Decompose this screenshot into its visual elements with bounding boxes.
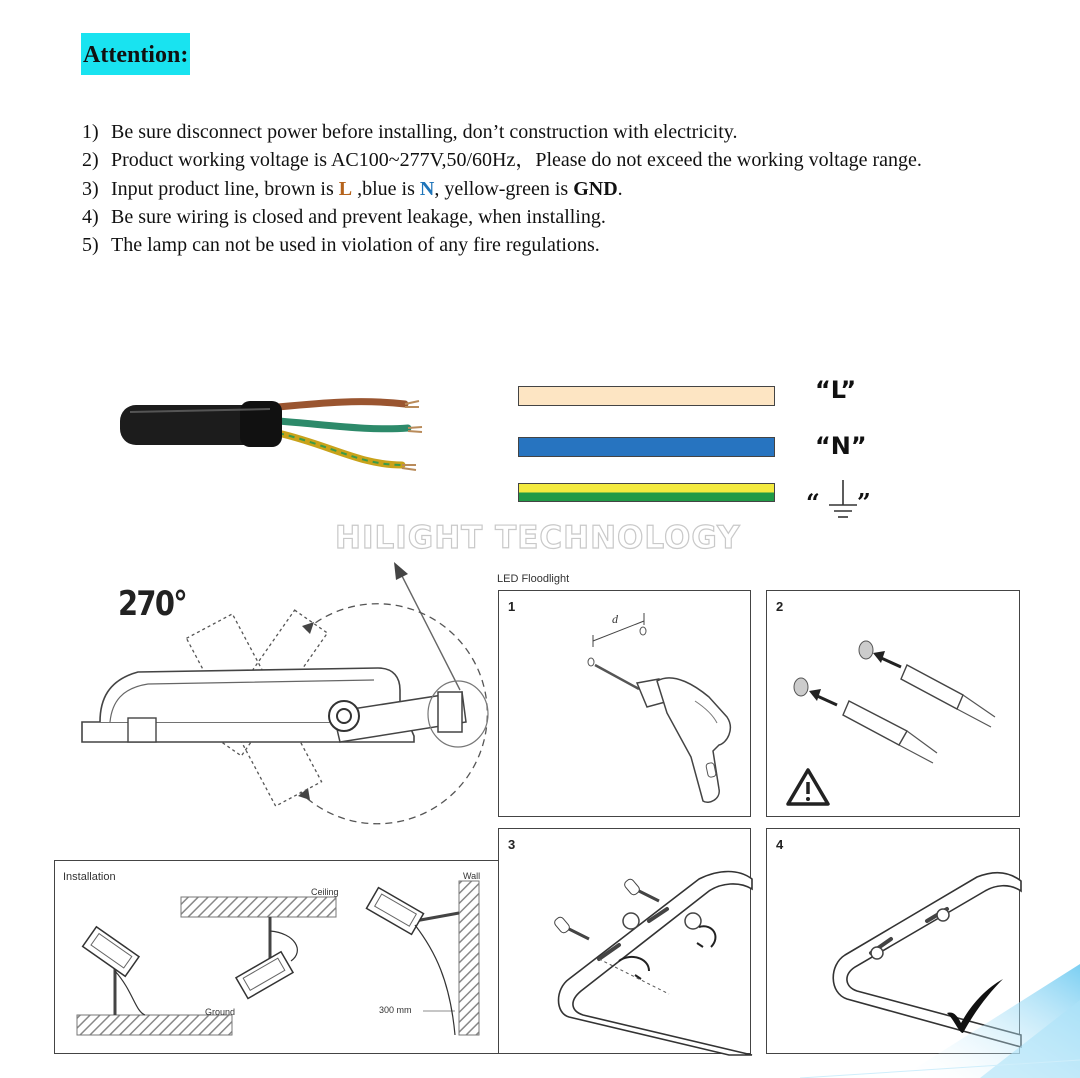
ground-label-close: ” [857,488,871,517]
ground-symbol-icon [826,477,860,523]
step-number: 3 [508,837,516,852]
instruction-item: 5) The lamp can not be used in violation of any fire regulations. [82,234,600,257]
warning-icon [785,767,831,807]
neutral-wire-label: “N” [815,432,867,460]
instruction-item: 3) Input product line, brown is L ,blue is N, yellow-green is GND. [82,177,623,200]
neutral-wire-letter: N [419,177,435,200]
rotation-diagram [78,560,498,825]
watermark: HILIGHT TECHNOLOGY [335,520,741,556]
neutral-wire-bar [518,437,775,457]
corner-decoration [780,960,1080,1078]
attention-heading: Attention: [81,33,190,75]
instruction-item: 2) Product working voltage is AC100~277V,50/60Hz，Please do not exceed the working voltage range. [82,149,922,172]
distance-label: 300 mm [379,1005,412,1015]
step-2-panel [766,590,1020,817]
instruction-item: 1) Be sure disconnect power before installing, don’t construction with electricity. [82,121,738,143]
step-number: 2 [776,599,784,614]
step-3-panel [498,828,751,1054]
ground-label: Ground [205,1007,236,1017]
step-number: 1 [508,599,516,614]
power-cable-illustration [110,385,480,485]
ground-wire-bar [518,483,775,502]
drill-distance-label: d [612,612,618,626]
installation-illustration [55,861,500,1055]
wall-label: Wall [463,871,481,881]
screw-mounting-illustration [499,829,752,1055]
ground-wire-letter: GND [573,177,618,200]
ceiling-label: Ceiling [311,887,339,897]
live-wire-letter: L [338,177,353,200]
installation-title: Installation [63,871,116,883]
step-number: 4 [776,837,784,852]
installation-panel [54,860,499,1054]
ground-label-open: “ [806,488,820,517]
instruction-item: 4) Be sure wiring is closed and prevent leakage, when installing. [82,205,606,228]
instruction-list [82,118,922,259]
rotation-angle-label: 270° [118,584,186,624]
drill-illustration [499,591,752,818]
floodlight-caption: LED Floodlight [497,573,570,585]
step-1-panel [498,590,751,817]
live-wire-bar [518,386,775,406]
live-wire-label: “L” [815,376,857,404]
